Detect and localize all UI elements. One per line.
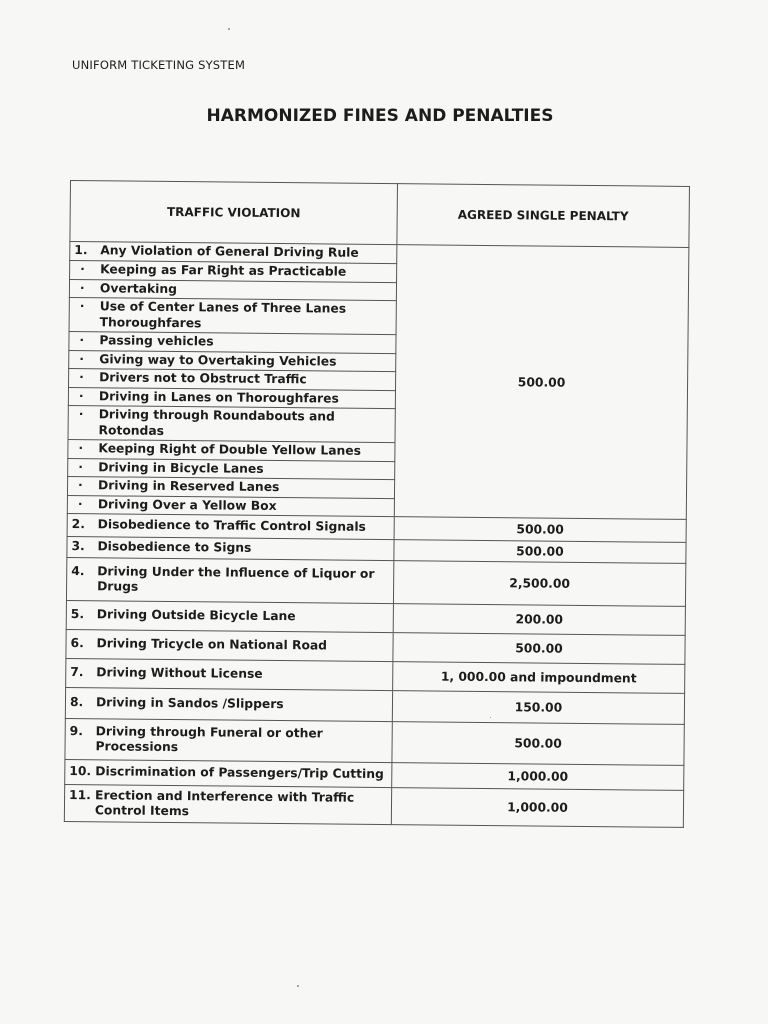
violation-cell <box>69 297 396 334</box>
bullet-marker: · <box>79 333 85 348</box>
violation-label: Driving Without License <box>96 665 263 682</box>
scan-speck <box>490 717 491 718</box>
violation-label: Driving in Sandos /Slippers <box>95 695 284 712</box>
violation-cell <box>68 405 395 442</box>
violation-label: Driving Under the Influence of Liquor or Drugs <box>97 563 375 594</box>
row-number: 2. <box>71 517 85 532</box>
violation-cell <box>66 629 393 661</box>
row-number: 5. <box>70 607 85 622</box>
bullet-marker: · <box>78 478 83 493</box>
violation-label: Giving way to Overtaking Vehicles <box>99 351 337 369</box>
penalty-cell: 200.00 <box>393 604 685 636</box>
violation-cell <box>66 658 393 690</box>
system-label: UNIFORM TICKETING SYSTEM <box>72 58 246 72</box>
bullet-marker: · <box>78 459 83 474</box>
penalty-cell: 500.00 <box>392 722 684 766</box>
bullet-marker: · <box>80 262 85 277</box>
bullet-marker: · <box>79 351 85 366</box>
violation-label: Use of Center Lanes of Three Lanes Thoroughfares <box>99 299 347 330</box>
bullet-marker: · <box>79 370 84 385</box>
violation-label: Disobedience to Traffic Control Signals <box>97 517 366 535</box>
violation-label: Driving Tricycle on National Road <box>96 636 328 653</box>
violation-label: Disobedience to Signs <box>97 539 252 556</box>
violation-label: Driving in Reserved Lanes <box>98 478 280 495</box>
table-header-row <box>70 181 690 248</box>
page-title: HARMONIZED FINES AND PENALTIES <box>206 106 554 126</box>
table-row <box>64 784 683 827</box>
row-number: 11. <box>69 787 91 802</box>
row-number: 9. <box>69 723 84 738</box>
column-header-penalty: AGREED SINGLE PENALTY <box>397 184 690 248</box>
row-number: 4. <box>71 563 85 578</box>
row-number: 6. <box>70 636 84 651</box>
penalty-cell: 500.00 <box>394 245 689 520</box>
violation-cell <box>65 759 392 787</box>
violation-label: Driving in Bicycle Lanes <box>98 459 264 476</box>
penalty-cell: 1, 000.00 and impoundment <box>393 662 685 694</box>
bullet-marker: · <box>78 441 84 456</box>
violation-label: Erection and Interference with Traffic Control Items <box>94 787 355 819</box>
violation-label: Keeping as Far Right as Practicable <box>100 262 347 279</box>
scan-speck <box>297 985 299 987</box>
violation-label: Driving Over a Yellow Box <box>97 496 277 513</box>
penalty-cell: 500.00 <box>394 540 686 564</box>
bullet-marker: · <box>78 388 84 403</box>
violation-cell <box>66 600 393 632</box>
violation-label: Driving in Lanes on Thoroughfares <box>98 388 339 406</box>
violation-label: Drivers not to Obstruct Traffic <box>99 370 307 387</box>
penalty-cell: 500.00 <box>393 633 685 665</box>
violation-label: Overtaking <box>99 280 178 296</box>
violation-cell <box>64 784 391 824</box>
violation-label: Driving through Funeral or other Processions <box>95 723 323 755</box>
bullet-marker: · <box>79 280 85 295</box>
row-number: 10. <box>69 764 92 779</box>
column-header-violation: TRAFFIC VIOLATION <box>70 181 398 245</box>
violation-cell <box>66 557 393 603</box>
violation-cell <box>67 513 394 539</box>
bullet-marker: · <box>79 299 85 314</box>
violation-label: Any Violation of General Driving Rule <box>100 243 359 260</box>
fines-table-body <box>64 242 689 828</box>
violation-label: Driving through Roundabouts and Rotondas <box>98 407 335 438</box>
row-number: 3. <box>71 539 85 554</box>
scan-speck <box>228 28 230 30</box>
violation-label: Driving Outside Bicycle Lane <box>96 607 296 624</box>
violation-label: Passing vehicles <box>99 333 214 349</box>
violation-cell <box>65 718 392 762</box>
table-row <box>65 718 684 765</box>
penalty-cell: 1,000.00 <box>392 763 684 791</box>
penalty-cell: 150.00 <box>392 691 684 725</box>
bullet-marker: · <box>78 407 84 422</box>
row-number: 1. <box>74 243 88 258</box>
violation-label: Keeping Right of Double Yellow Lanes <box>98 441 362 458</box>
fines-table <box>64 180 690 828</box>
penalty-cell: 1,000.00 <box>391 788 683 828</box>
row-number: 7. <box>70 665 84 680</box>
violation-label: Discrimination of Passengers/Trip Cutting <box>95 764 384 782</box>
table-row <box>66 557 685 606</box>
violation-cell <box>65 687 392 721</box>
penalty-cell: 500.00 <box>394 517 686 543</box>
row-number: 8. <box>69 695 84 710</box>
bullet-marker: · <box>77 496 83 511</box>
penalty-cell: 2,500.00 <box>393 561 685 607</box>
